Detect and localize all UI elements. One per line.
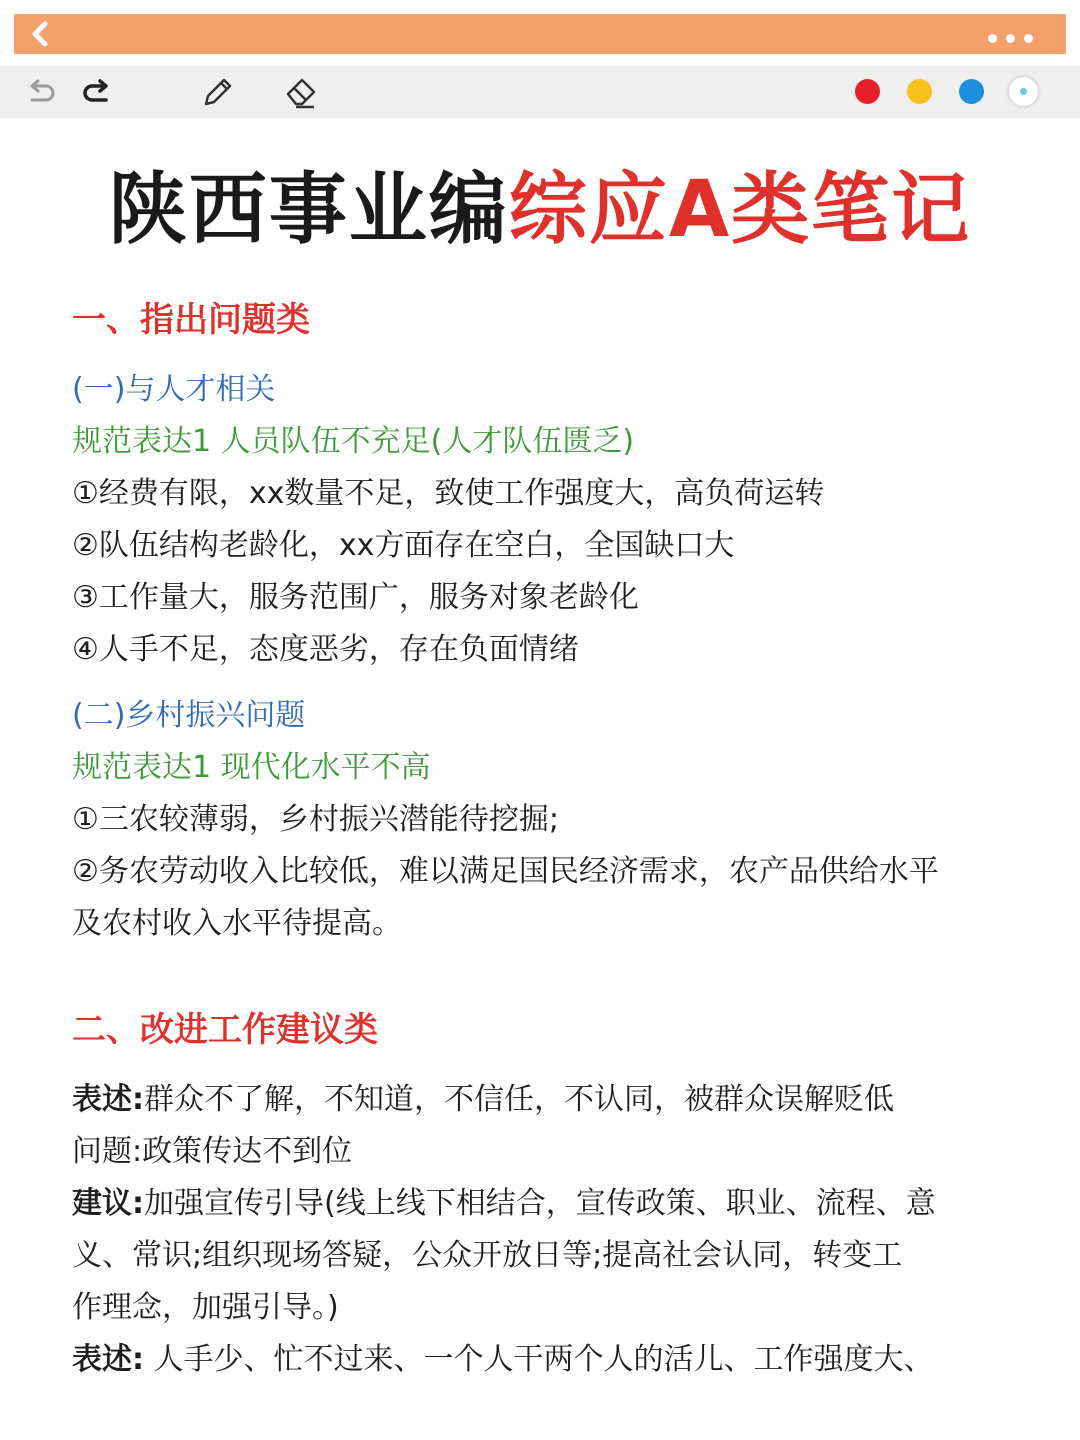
- back-chevron-icon[interactable]: [26, 20, 54, 48]
- subsection-heading: (二)乡村振兴问题: [72, 698, 306, 733]
- problem-text: 政策传达不到位: [142, 1134, 353, 1169]
- title-red: 综应A类笔记: [508, 165, 972, 255]
- pencil-icon[interactable]: [200, 76, 234, 110]
- title-black: 陕西事业编: [108, 165, 509, 255]
- more-options-icon[interactable]: [988, 28, 1048, 40]
- color-blue-swatch[interactable]: [959, 79, 984, 104]
- undo-icon[interactable]: [24, 76, 58, 110]
- drawing-toolbar: [0, 66, 1080, 118]
- advice-line: 义、常识;组织现场答疑，公众开放日等;提高社会认同，转变工: [72, 1238, 903, 1273]
- statement-text: 群众不了解，不知道，不信任，不认同，被群众误解贬低: [144, 1082, 894, 1117]
- standard-expression: 规范表达1 人员队伍不充足(人才队伍匮乏): [72, 424, 635, 459]
- section-heading: 一、指出问题类: [72, 300, 310, 340]
- list-item: ②队伍结构老龄化，xx方面存在空白，全国缺口大: [72, 528, 735, 563]
- statement-label: 表述:: [72, 1342, 144, 1377]
- statement-line: [72, 1074, 1022, 1126]
- selected-indicator-icon: [1020, 88, 1027, 95]
- problem-line: [72, 1126, 1022, 1178]
- statement-label: 表述:: [72, 1082, 144, 1117]
- list-item: ①三农较薄弱，乡村振兴潜能待挖掘;: [72, 802, 560, 837]
- advice-label: 建议:: [72, 1186, 144, 1221]
- color-white-swatch[interactable]: [1009, 77, 1038, 106]
- note-content: [72, 290, 1022, 1386]
- color-yellow-swatch[interactable]: [907, 79, 932, 104]
- top-bar: [14, 14, 1066, 54]
- list-item: ①经费有限，xx数量不足，致使工作强度大，高负荷运转: [72, 476, 825, 511]
- subsection-heading: (一)与人才相关: [72, 372, 276, 407]
- page-title: [0, 160, 1080, 260]
- statement-line: [72, 1334, 1022, 1386]
- problem-label: 问题:: [72, 1134, 143, 1169]
- redo-icon[interactable]: [80, 76, 114, 110]
- list-item: ④人手不足，态度恶劣，存在负面情绪: [72, 632, 579, 667]
- advice-line: 作理念，加强引导。): [72, 1290, 339, 1325]
- section-heading: 二、改进工作建议类: [72, 1010, 378, 1050]
- color-red-swatch[interactable]: [855, 79, 880, 104]
- eraser-icon[interactable]: [284, 76, 318, 110]
- list-item: ③工作量大，服务范围广，服务对象老龄化: [72, 580, 639, 615]
- statement-text: 人手少、忙不过来、一个人干两个人的活儿、工作强度大、: [144, 1342, 934, 1377]
- list-item: ②务农劳动收入比较低，难以满足国民经济需求，农产品供给水平: [72, 854, 939, 889]
- standard-expression: 规范表达1 现代化水平不高: [72, 750, 431, 785]
- advice-text: 加强宣传引导(线上线下相结合，宣传政策、职业、流程、意: [144, 1186, 936, 1221]
- list-item: 及农村收入水平待提高。: [72, 906, 402, 941]
- advice-line: [72, 1178, 1022, 1230]
